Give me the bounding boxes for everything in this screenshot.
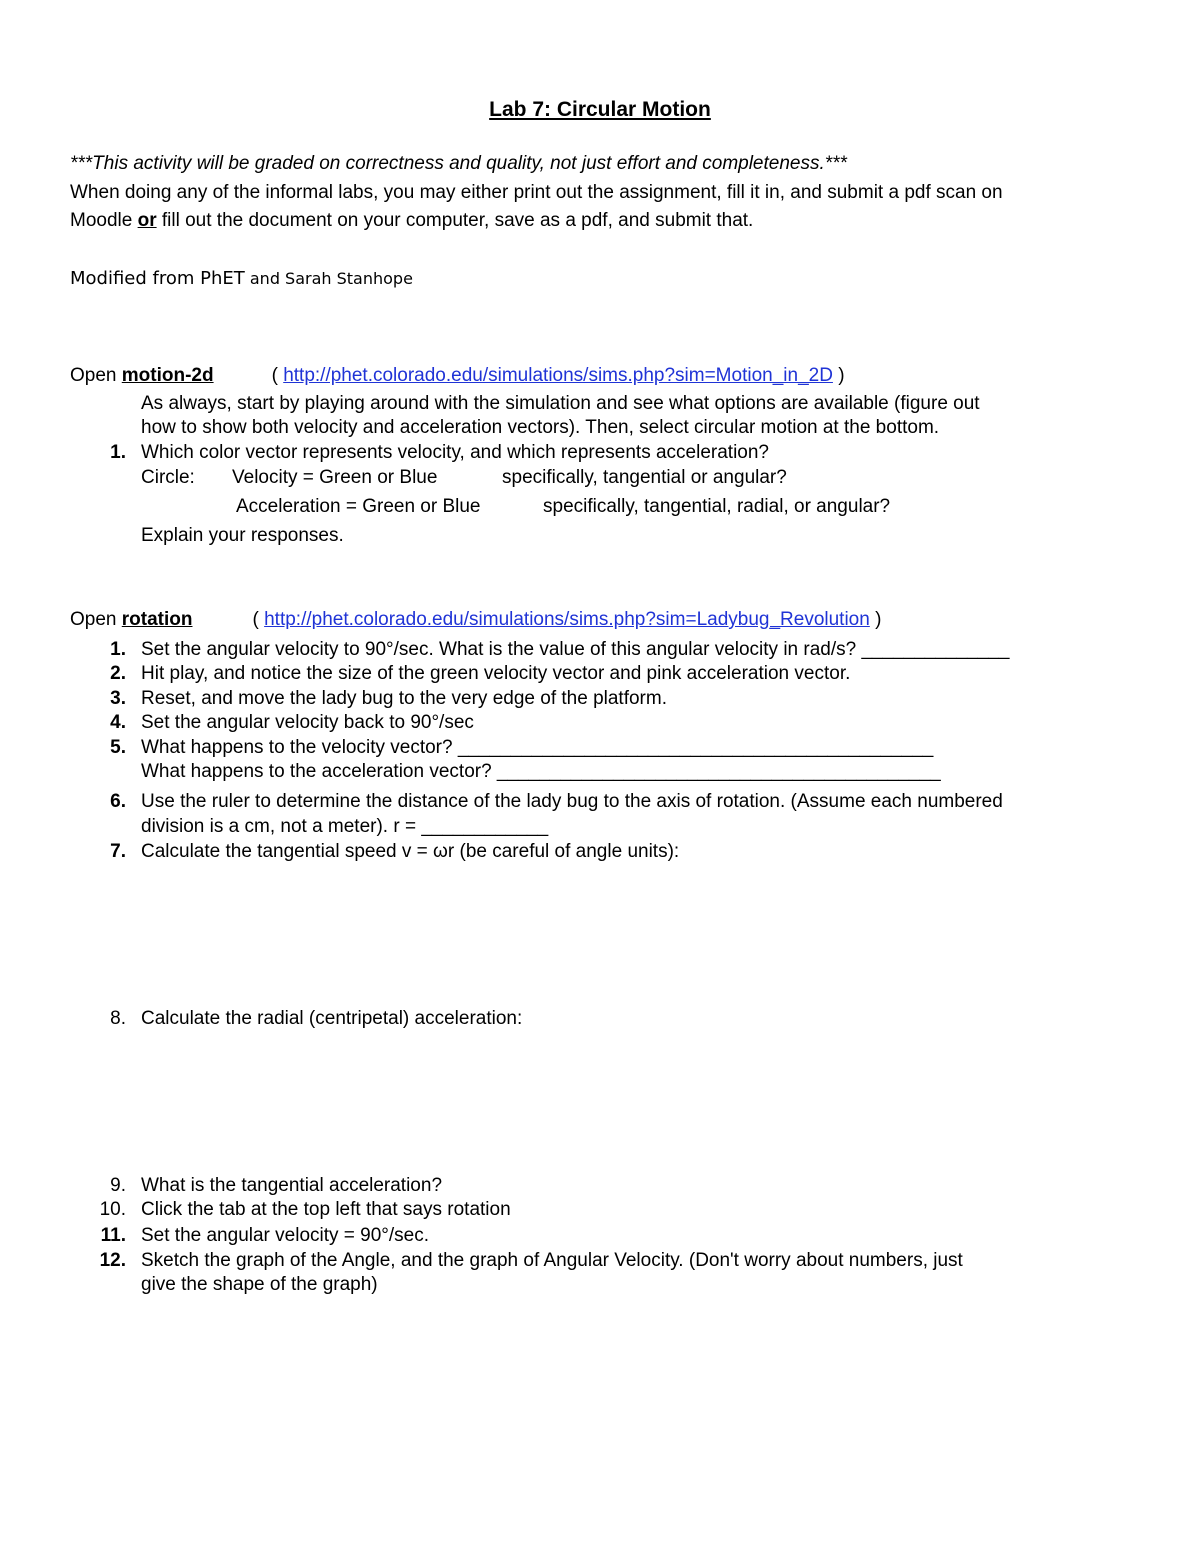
item-number: 5. [110,737,126,758]
item-number: 4. [110,712,126,733]
item-text: What is the tangential acceleration? [141,1175,443,1196]
credit-part-1: Modified from PhET [70,268,245,289]
item-number: 3. [110,688,126,709]
item-number: 6. [110,791,126,812]
instructions-text-a: Moodle [70,210,138,231]
grading-note: ***This activity will be graded on correctness and quality, not just effort and completeness.*** [70,153,847,174]
acceleration-choice: Acceleration = Green or Blue [236,496,481,517]
section2-open-label: Open [70,609,122,630]
section1-open-line [70,364,845,388]
velocity-spec: specifically, tangential or angular? [502,467,787,488]
item-text: What happens to the velocity vector? _____________________________________________ [141,737,934,758]
rotation-link[interactable]: http://phet.colorado.edu/simulations/sims.php?sim=Ladybug_Revolution [264,609,870,630]
item-number: 10. [99,1199,126,1220]
section1-para-2: how to show both velocity and acceleration vectors). Then, select circular motion at the bottom. [141,417,940,438]
section2-open-line [70,608,881,632]
item-text: What happens to the acceleration vector? __________________________________________ [141,761,941,782]
item-number: 9. [110,1175,126,1196]
item-number: 2. [110,663,126,684]
section1-open-label: Open [70,365,122,386]
item-text: give the shape of the graph) [141,1274,378,1295]
item-text: Click the tab at the top left that says rotation [141,1199,511,1220]
q1-text: Which color vector represents velocity, and which represents acceleration? [141,442,769,463]
item-text: Use the ruler to determine the distance of the lady bug to the axis of rotation. (Assume each numbered [141,791,1003,812]
item-text: Sketch the graph of the Angle, and the graph of Angular Velocity. (Don't worry about numbers, just [141,1250,963,1271]
instructions-or: or [137,210,157,231]
instructions-text-b: fill out the document on your computer, save as a pdf, and submit that. [156,210,754,231]
velocity-choice: Velocity = Green or Blue [232,467,438,488]
credit-line [70,267,413,291]
section2-paren-close: ) [869,609,882,630]
q1-number: 1. [110,442,126,463]
section1-sim-name: motion-2d [121,365,214,386]
item-number: 1. [110,639,126,660]
item-text: Set the angular velocity to 90°/sec. What is the value of this angular velocity in rad/s? ______________ [141,639,1010,660]
section1-para-1: As always, start by playing around with the simulation and see what options are available (figure out [141,393,980,414]
section2-sim-name: rotation [121,609,193,630]
item-text: Hit play, and notice the size of the green velocity vector and pink acceleration vector. [141,663,851,684]
section1-paren-close: ) [832,365,845,386]
item-text: division is a cm, not a meter). r = ____________ [141,816,549,837]
item-text: Set the angular velocity back to 90°/sec [141,712,474,733]
section1-paren-open: ( [271,365,284,386]
section2-paren-open: ( [252,609,265,630]
item-text: Calculate the tangential speed v = ωr (be careful of angle units): [141,841,680,862]
instructions-line-2 [70,209,753,233]
item-number: 8. [110,1008,126,1029]
explain-text: Explain your responses. [141,525,344,546]
item-text: Calculate the radial (centripetal) acceleration: [141,1008,523,1029]
item-number: 7. [110,841,126,862]
item-text: Set the angular velocity = 90°/sec. [141,1225,430,1246]
item-text: Reset, and move the lady bug to the very edge of the platform. [141,688,667,709]
circle-label: Circle: [141,467,195,488]
item-number: 11. [100,1225,126,1246]
instructions-line-1: When doing any of the informal labs, you may either print out the assignment, fill it in, and submit a pdf scan on [70,182,1003,203]
acceleration-spec: specifically, tangential, radial, or angular? [543,496,891,517]
credit-part-2: and Sarah Stanhope [244,269,413,288]
page-title: Lab 7: Circular Motion [489,98,711,121]
item-number: 12. [99,1250,126,1271]
motion-2d-link[interactable]: http://phet.colorado.edu/simulations/sims.php?sim=Motion_in_2D [283,365,833,386]
